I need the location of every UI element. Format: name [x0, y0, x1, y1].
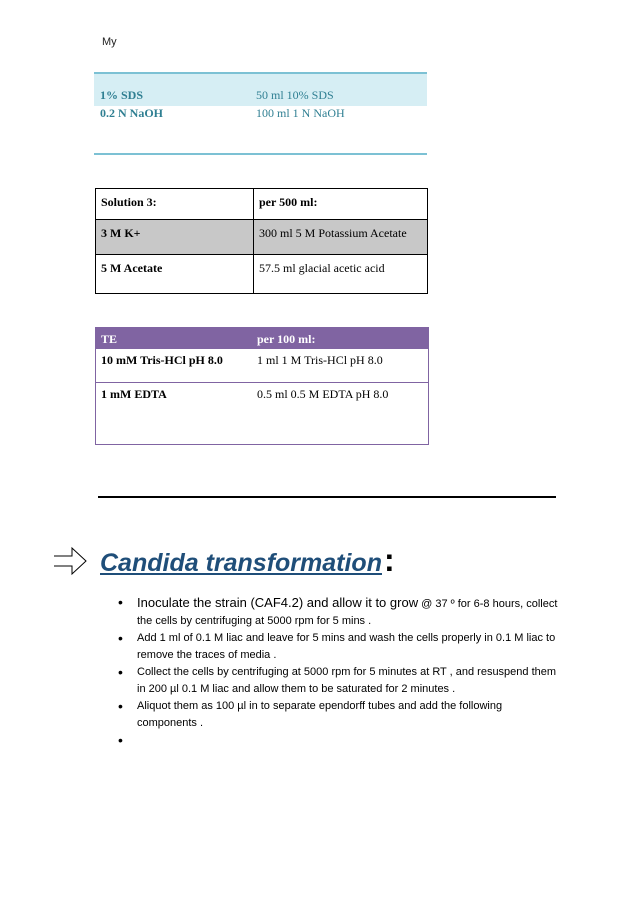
list-item: [118, 698, 558, 732]
header-value: per 500 ml:: [259, 195, 318, 209]
step-text: Aliquot them as 100 µl in to separate ependorff tubes and add the following components .: [137, 700, 503, 729]
step-text: @ 37 º for 6-8 hours, collect the cells by centrifuging at 5000 rpm for 5 mins .: [137, 598, 558, 627]
table-bottom-border: [94, 153, 427, 155]
reagent-name: 0.2 N NaOH: [100, 106, 163, 120]
section-title-text: Candida transformation: [100, 549, 382, 577]
horizontal-rule: [98, 496, 556, 498]
table-row: [96, 220, 427, 255]
step-text: Add 1 ml of 0.1 M liac and leave for 5 mins and wash the cells properly in 0.1 M liac to remove the traces of media .: [137, 632, 556, 661]
list-item: [118, 630, 558, 664]
reagent-name: 1% SDS: [100, 88, 144, 102]
column-divider: [253, 189, 254, 293]
table-row: [94, 74, 427, 106]
reagent-amount: 50 ml 10% SDS: [256, 88, 334, 102]
header-name: TE: [101, 332, 118, 346]
page-header-text: My: [102, 36, 117, 48]
table-sds-naoh: [94, 72, 427, 156]
reagent-amount: 1 ml 1 M Tris-HCl pH 8.0: [257, 353, 383, 367]
step-text-main: Inoculate the strain (CAF4.2) and allow it to grow: [137, 595, 419, 610]
table-row: [94, 106, 427, 124]
reagent-name: 5 M Acetate: [101, 261, 163, 275]
reagent-amount: 100 ml 1 N NaOH: [256, 106, 345, 120]
list-item: [118, 732, 558, 749]
table-header-row: [96, 328, 428, 349]
table-row: [96, 255, 427, 293]
reagent-amount: 57.5 ml glacial acetic acid: [259, 261, 385, 275]
reagent-name: 1 mM EDTA: [101, 387, 167, 401]
list-item: [118, 664, 558, 698]
step-text: Collect the cells by centrifuging at 5000 rpm for 5 minutes at RT , and resuspend them in 200 µl 0.1 M liac and allow them to be saturated for 2 minutes .: [137, 666, 557, 695]
table-solution-3: [95, 188, 428, 294]
reagent-amount: 300 ml 5 M Potassium Acetate: [259, 226, 407, 240]
header-name: Solution 3:: [101, 195, 157, 209]
table-header-row: [96, 189, 427, 220]
arrow-right-icon: [52, 543, 88, 579]
protocol-steps-list: [118, 594, 558, 749]
reagent-name: 10 mM Tris-HCl pH 8.0: [101, 353, 223, 367]
table-row: [96, 383, 428, 443]
table-te-buffer: [95, 327, 429, 445]
reagent-name: 3 M K+: [101, 226, 141, 240]
reagent-amount: 0.5 ml 0.5 M EDTA pH 8.0: [257, 387, 389, 401]
section-title: [100, 542, 395, 579]
list-item: [118, 594, 558, 630]
section-title-colon: :: [383, 542, 395, 578]
table-row: [96, 349, 428, 383]
header-value: per 100 ml:: [257, 332, 316, 346]
